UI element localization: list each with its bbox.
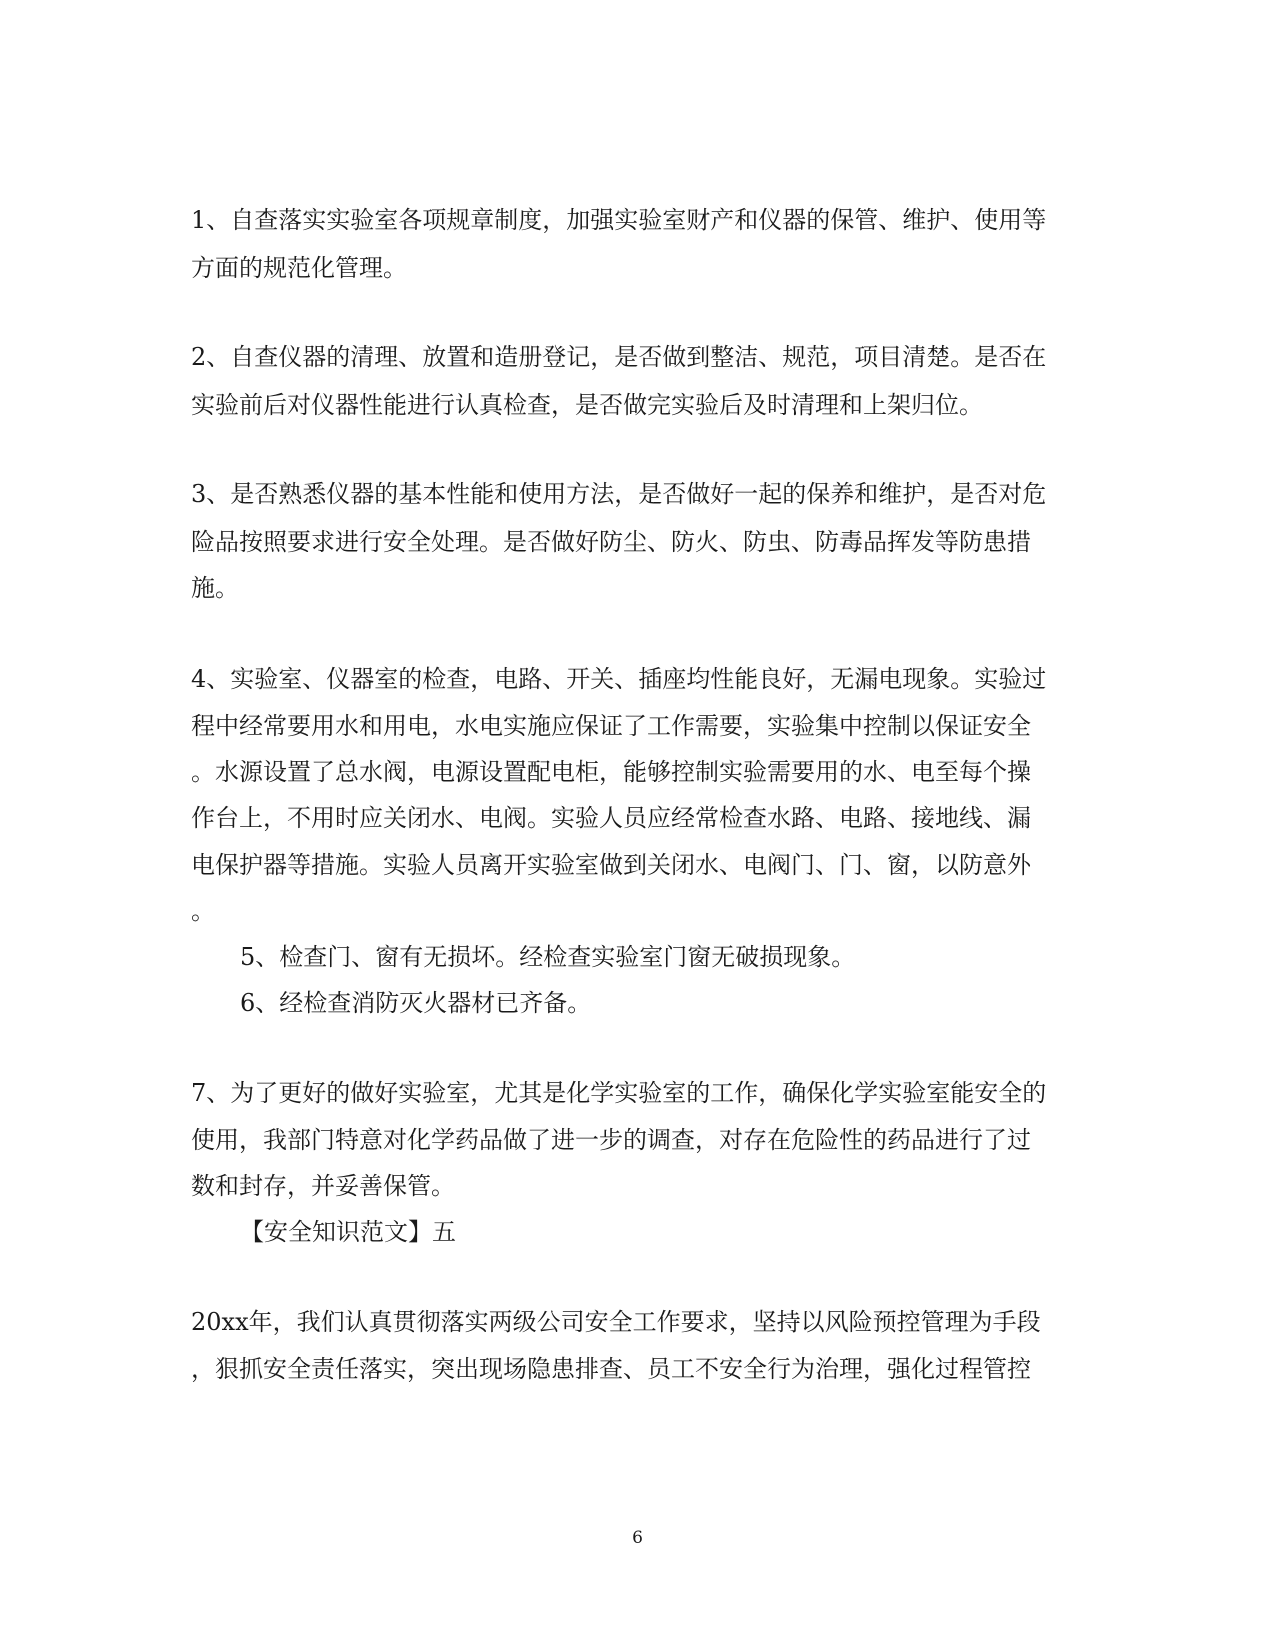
- section-heading: 【安全知识范文】五: [240, 1218, 456, 1246]
- paragraph-7-line-2: 使用，我部门特意对化学药品做了进一步的调查，对存在危险性的药品进行了过: [191, 1126, 1031, 1154]
- paragraph-3-line-2: 险品按照要求进行安全处理。是否做好防尘、防火、防虫、防毒品挥发等防患措: [191, 528, 1031, 556]
- paragraph-4-line-4: 作台上，不用时应关闭水、电阀。实验人员应经常检查水路、电路、接地线、漏: [191, 804, 1031, 832]
- paragraph-9-line-1: 20xx年，我们认真贯彻落实两级公司安全工作要求，坚持以风险预控管理为手段: [191, 1308, 1041, 1336]
- paragraph-2-line-2: 实验前后对仪器性能进行认真检查，是否做完实验后及时清理和上架归位。: [191, 391, 983, 419]
- paragraph-3-line-3: 施。: [191, 574, 239, 602]
- paragraph-4-line-1: 4、实验室、仪器室的检查，电路、开关、插座均性能良好，无漏电现象。实验过: [191, 665, 1047, 693]
- paragraph-4-line-2: 程中经常要用水和用电，水电实施应保证了工作需要，实验集中控制以保证安全: [191, 712, 1031, 740]
- paragraph-7-line-1: 7、为了更好的做好实验室，尤其是化学实验室的工作，确保化学实验室能安全的: [191, 1079, 1047, 1107]
- paragraph-9-line-2: ，狠抓安全责任落实，突出现场隐患排查、员工不安全行为治理，强化过程管控: [191, 1355, 1031, 1383]
- paragraph-1-line-2: 方面的规范化管理。: [191, 254, 407, 282]
- paragraph-7-line-3: 数和封存，并妥善保管。: [191, 1172, 455, 1200]
- paragraph-6-line-1: 6、经检查消防灭火器材已齐备。: [240, 989, 592, 1017]
- page-number: 6: [632, 1528, 643, 1548]
- paragraph-1-line-1: 1、自查落实实验室各项规章制度，加强实验室财产和仪器的保管、维护、使用等: [191, 206, 1047, 234]
- paragraph-4-line-6: 。: [191, 897, 215, 925]
- paragraph-2-line-1: 2、自查仪器的清理、放置和造册登记，是否做到整洁、规范，项目清楚。是否在: [191, 343, 1047, 371]
- paragraph-3-line-1: 3、是否熟悉仪器的基本性能和使用方法，是否做好一起的保养和维护，是否对危: [191, 480, 1047, 508]
- paragraph-5-line-1: 5、检查门、窗有无损坏。经检查实验室门窗无破损现象。: [240, 943, 856, 971]
- paragraph-4-line-5: 电保护器等措施。实验人员离开实验室做到关闭水、电阀门、门、窗，以防意外: [191, 851, 1031, 879]
- paragraph-4-line-3: 。水源设置了总水阀，电源设置配电柜，能够控制实验需要用的水、电至每个操: [191, 758, 1031, 786]
